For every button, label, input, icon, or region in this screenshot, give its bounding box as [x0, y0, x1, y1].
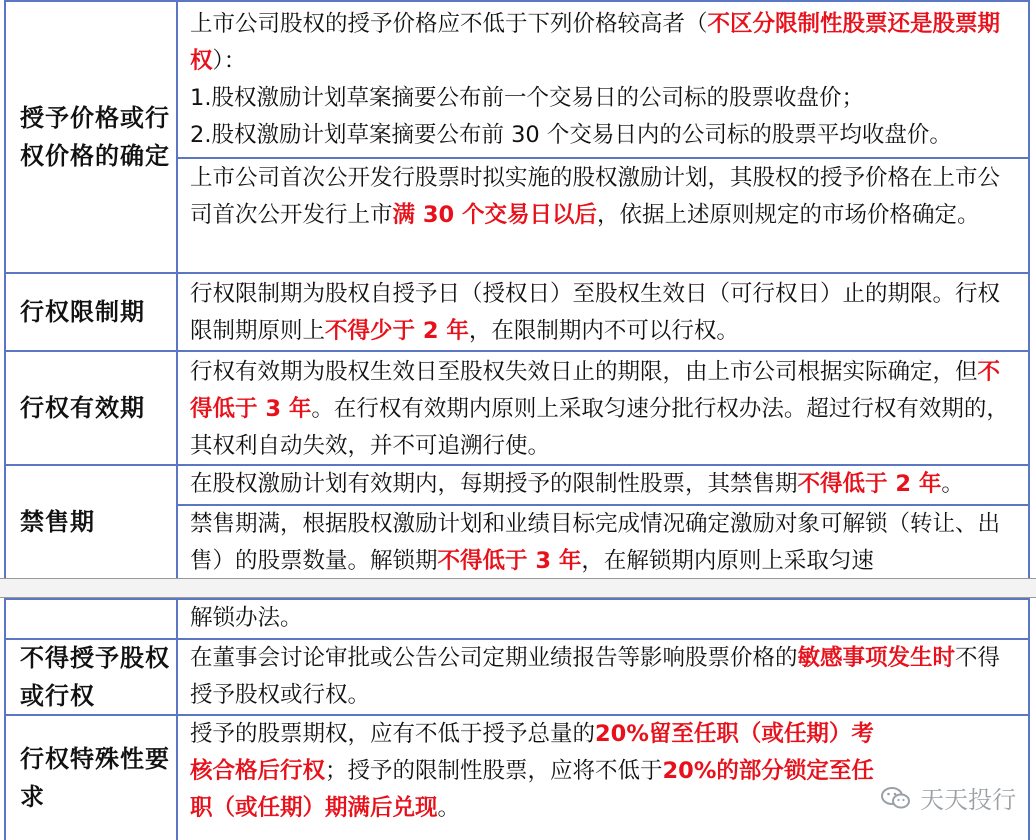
row-label: 禁售期: [6, 466, 178, 578]
body-text: 不得授予股权或行权。: [190, 645, 1001, 708]
ipo-grant-price-rule: [190, 160, 1020, 234]
body-text: 。: [941, 471, 964, 497]
row-content: [178, 640, 1028, 714]
row-grant-price: [6, 2, 1028, 274]
body-text: 上市公司首次公开发行股票时拟实施的股权激励计划，其股权的授予价格在上市公司首次公开发行上市: [190, 165, 1001, 228]
body-text: 行权限制期为股权自授予日（授权日）至股权生效日（可行权日）止的期限。行权限制期原则上: [190, 281, 1001, 344]
row-text: [190, 506, 1020, 580]
table-part-1: [4, 0, 1030, 580]
row-text: [190, 354, 1020, 465]
row-special-requirements: [6, 716, 1028, 840]
highlight-text: 不得低于 2 年: [797, 471, 942, 497]
divider: [178, 157, 1028, 159]
row-text: [190, 466, 1020, 503]
highlight-text: 20%留至任职（或任期）考核合格后行权: [190, 721, 874, 784]
row-content: [178, 600, 1028, 638]
highlight-text: 不得低于 3 年: [190, 359, 1001, 422]
row-label: 授予价格或行权价格的确定: [6, 2, 178, 272]
row-exercise-validity: [6, 352, 1028, 466]
row-text: [190, 716, 878, 827]
row-lockup-continued: [6, 600, 1028, 640]
highlight-text: 满 30 个交易日以后: [392, 202, 597, 228]
body-text: 解锁办法。: [190, 605, 303, 631]
body-text: 。在行权有效期内原则上采取匀速分批行权办法。超过行权有效期的，其权利自动失效，并不可追溯行使。: [190, 396, 1009, 459]
row-text: [190, 276, 1020, 350]
row-content: [178, 716, 1028, 840]
watermark-text: 天天投行: [920, 786, 1016, 814]
body-text: ，在限制期内不可以行权。: [468, 318, 739, 344]
highlight-text: 20%的部分锁定至任职（或任期）期满后兑现: [190, 758, 874, 821]
grant-price-item-2: 2.股权激励计划草案摘要公布前 30 个交易日内的公司标的股票平均收盘价。: [190, 122, 952, 148]
page-break: [0, 578, 1036, 598]
body-text: 上市公司股权的授予价格应不低于下列价格较高者（: [190, 11, 708, 37]
highlight-text: 不区分限制性股票还是股票期权: [190, 11, 1001, 74]
row-text: [190, 640, 1020, 714]
body-text: 行权有效期为股权生效日至股权失效日止的期限，由上市公司根据实际确定，但: [190, 359, 978, 385]
highlight-text: 敏感事项发生时: [797, 645, 956, 671]
highlight-text: 不得低于 3 年: [437, 548, 582, 574]
row-label: 行权特殊性要求: [6, 716, 178, 840]
row-content: [178, 274, 1028, 350]
grant-price-item-1: 1.股权激励计划草案摘要公布前一个交易日的公司标的股票收盘价；: [190, 85, 864, 111]
body-text: ，依据上述原则规定的市场价格确定。: [597, 202, 980, 228]
row-lockup: [6, 466, 1028, 578]
body-text: ）：: [212, 48, 247, 74]
body-text: 授予的股票期权，应有不低于授予总量的: [190, 721, 596, 747]
watermark: [880, 780, 1016, 815]
body-text: ，在解锁期内原则上采取匀速: [581, 548, 874, 574]
wechat-icon: [880, 785, 912, 811]
body-text: ；授予的限制性股票，应将不低于: [325, 758, 663, 784]
row-content: [178, 2, 1028, 272]
row-content: [178, 352, 1028, 464]
row-label: [6, 600, 178, 638]
body-text: 在股权激励计划有效期内，每期授予的限制性股票，其禁售期: [190, 471, 798, 497]
row-vesting-restriction: [6, 274, 1028, 352]
row-label: 行权限制期: [6, 274, 178, 350]
row-content: [178, 466, 1028, 578]
row-label: 不得授予股权或行权: [6, 640, 178, 714]
row-label: 行权有效期: [6, 352, 178, 464]
table-part-2: [4, 598, 1030, 840]
body-text: 在董事会讨论审批或公告公司定期业绩报告等影响股票价格的: [190, 645, 798, 671]
body-text: 禁售期满，根据股权激励计划和业绩目标完成情况确定激励对象可解锁（转让、出售）的股票数量。解锁期: [190, 511, 1001, 574]
row-text: [190, 600, 1020, 637]
row-no-grant: [6, 640, 1028, 716]
highlight-text: 不得少于 2 年: [325, 318, 469, 344]
body-text: 。: [437, 795, 461, 821]
grant-price-rule: [190, 6, 1020, 80]
